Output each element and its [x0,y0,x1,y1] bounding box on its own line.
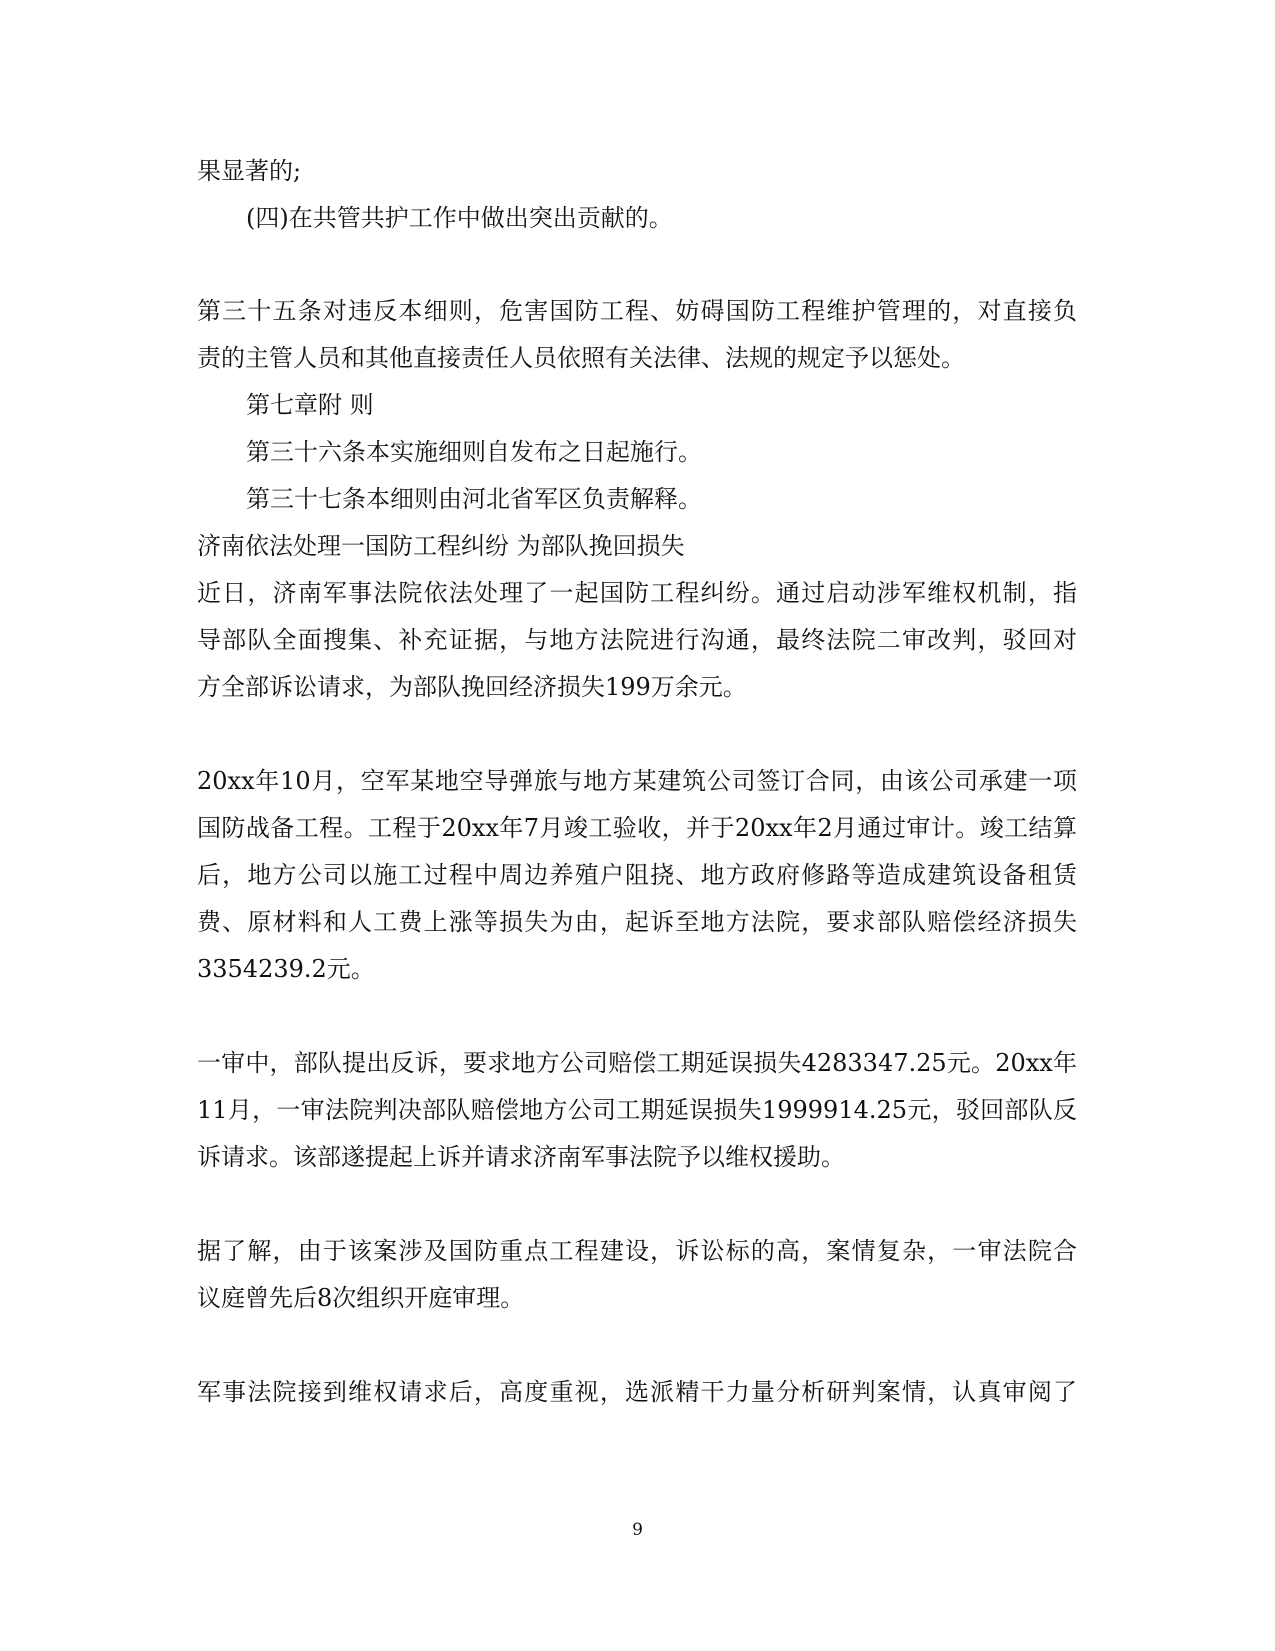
text-line: 责的主管人员和其他直接责任人员依照有关法律、法规的规定予以惩处。 [197,344,965,372]
text-line: 方全部诉讼请求，为部队挽回经济损失199万余元。 [197,673,747,701]
text-line: 第三十六条本实施细则自发布之日起施行。 [246,438,702,466]
text-line: 11月，一审法院判决部队赔偿地方公司工期延误损失1999914.25元，驳回部队反 [197,1096,1077,1124]
text-line: 国防战备工程。工程于20xx年7月竣工验收，并于20xx年2月通过审计。竣工结算 [197,814,1077,842]
article-title: 济南依法处理一国防工程纠纷 为部队挽回损失 [197,532,685,560]
text-line: 3354239.2元。 [197,955,375,983]
text-line: 导部队全面搜集、补充证据，与地方法院进行沟通，最终法院二审改判，驳回对 [197,626,1077,654]
text-line: 近日，济南军事法院依法处理了一起国防工程纠纷。通过启动涉军维权机制，指 [197,579,1077,607]
text-line: (四)在共管共护工作中做出突出贡献的。 [246,204,673,232]
chapter-heading: 第七章附 则 [246,391,374,419]
text-line: 果显著的; [197,157,302,185]
text-line: 军事法院接到维权请求后，高度重视，选派精干力量分析研判案情，认真审阅了 [197,1378,1077,1406]
text-line: 第三十五条对违反本细则，危害国防工程、妨碍国防工程维护管理的，对直接负 [197,297,1077,325]
text-line: 第三十七条本细则由河北省军区负责解释。 [246,485,702,513]
text-line: 费、原材料和人工费上涨等损失为由，起诉至地方法院，要求部队赔偿经济损失 [197,908,1077,936]
text-line: 据了解，由于该案涉及国防重点工程建设，诉讼标的高，案情复杂，一审法院合 [197,1237,1077,1265]
text-line: 一审中，部队提出反诉，要求地方公司赔偿工期延误损失4283347.25元。20xx年 [197,1049,1077,1077]
text-line: 议庭曾先后8次组织开庭审理。 [197,1284,525,1312]
page-number: 9 [632,1520,643,1540]
text-line: 20xx年10月，空军某地空导弹旅与地方某建筑公司签订合同，由该公司承建一项 [197,767,1077,795]
text-line: 诉请求。该部遂提起上诉并请求济南军事法院予以维权援助。 [197,1143,845,1171]
text-line: 后，地方公司以施工过程中周边养殖户阻挠、地方政府修路等造成建筑设备租赁 [197,861,1077,889]
